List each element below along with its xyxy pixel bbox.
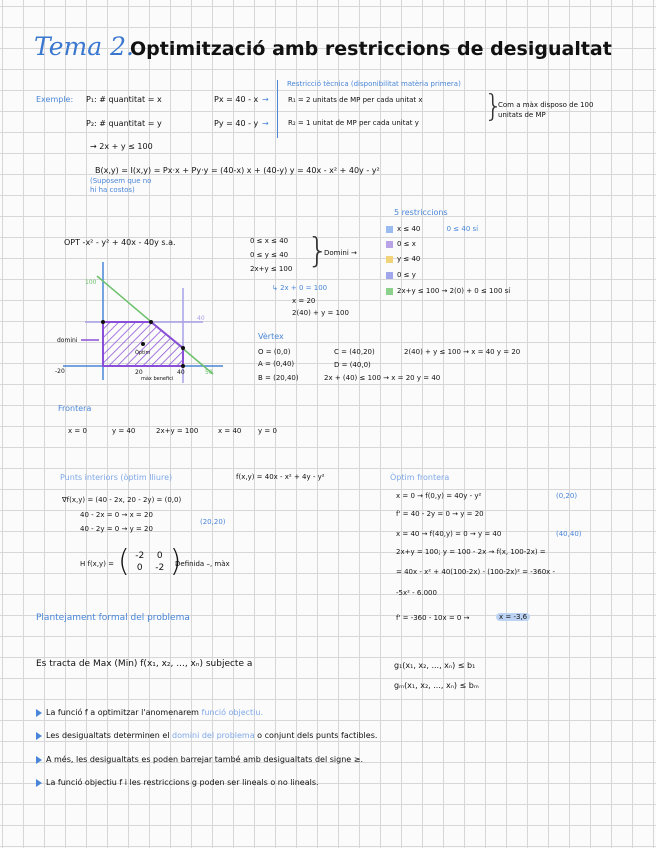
y-top-label: 100 xyxy=(85,279,97,286)
of-point-3: (40,40) xyxy=(556,530,582,538)
formal-title: Plantejament formal del problema xyxy=(36,613,190,623)
x40-label: 40 xyxy=(177,369,185,376)
divider-line xyxy=(277,80,278,138)
restriction-color xyxy=(386,288,393,295)
bullet-1: La funció f a optimitzar l'anomenarem funció objectiu. xyxy=(36,708,263,717)
benefit-formula: B(x,y) = I(x,y) = Px·x + Py·y = (40-x) x + (40-y) y = 40x - x² + 40y - y² xyxy=(95,166,380,175)
r1-text: R₁ = 2 unitats de MP per cada unitat x xyxy=(288,96,423,104)
y40-label: 40 xyxy=(197,315,205,322)
frontera-title: Frontera xyxy=(58,404,92,413)
vertex-c xyxy=(181,346,185,350)
optim-frontera-title: Òptim frontera xyxy=(390,473,450,482)
eq-2: 40 - 2y = 0 → y = 20 xyxy=(80,525,153,533)
restriction-title: Restricció tècnica (disponibilitat matèria primera) xyxy=(287,80,461,88)
restriction-item: y ≤ 40 xyxy=(386,255,420,263)
restriction-color xyxy=(386,226,393,233)
vertex-c-calc: 2(40) + y ≤ 100 → x = 40 y = 20 xyxy=(404,348,521,356)
of-line-2: f' = 40 - 2y = 0 → y = 20 xyxy=(396,510,484,518)
x-left-label: -20 xyxy=(55,368,65,375)
vertex-b xyxy=(149,320,153,324)
bullet-3: A més, les desigualtats es poden barrejar també amb desigualtats del signe ≥. xyxy=(36,755,363,764)
restrictions-title: 5 restriccions xyxy=(394,208,448,217)
inequality-text: → 2x + y ≤ 100 xyxy=(90,142,153,151)
calc-2: x = 20 xyxy=(292,297,316,305)
page-title: Optimització amb restriccions de desigualtat xyxy=(130,38,612,60)
frontera-value: x = 40 xyxy=(218,427,242,435)
bullet-2: Les desigualtats determinen el domini del problema o conjunt dels punts factibles. xyxy=(36,731,377,740)
p2-text: P₂: # quantitat = y xyxy=(86,119,162,128)
matrix-cell: 0 xyxy=(136,562,143,573)
calc-3: 2(40) + y = 100 xyxy=(292,309,349,317)
restriction-color xyxy=(386,256,393,263)
hessian-label: H f(x,y) = xyxy=(80,560,115,568)
domini-label: Domini → xyxy=(324,249,357,257)
interior-point: (20,20) xyxy=(200,518,226,526)
bullet-4: La funció objectiu f i les restriccions g poden ser lineals o no lineals. xyxy=(36,778,319,787)
of-line-3: x = 40 → f(40,y) = 0 → y = 40 xyxy=(396,530,502,538)
x50-label: 50 xyxy=(205,369,213,376)
vertex-d xyxy=(181,364,185,368)
restriction-color xyxy=(386,272,393,279)
optim-label: Òptim xyxy=(135,350,151,356)
dispose-text: Com a màx disposo de 100 unitats de MP xyxy=(498,101,594,119)
constraint-g1: g₁(x₁, x₂, ..., xₙ) ≤ b₁ xyxy=(394,661,476,670)
vertex-b-text: B = (20,40) xyxy=(258,374,299,382)
restriction-item: 0 ≤ x xyxy=(386,240,416,248)
constraint-1: 0 ≤ x ≤ 40 xyxy=(250,237,289,245)
brace: } xyxy=(307,231,329,271)
interior-func: f(x,y) = 40x - x² + 4y - y² xyxy=(236,473,325,481)
of-line-4: 2x+y = 100; y = 100 - 2x → f(x, 100-2x) = xyxy=(396,548,546,556)
bullet-icon xyxy=(36,709,42,717)
matrix-cell: -2 xyxy=(155,562,165,573)
matrix-cell: -2 xyxy=(135,550,145,561)
eq-1: 40 - 2x = 0 → x = 20 xyxy=(80,511,153,519)
paren-left: ( xyxy=(118,544,130,579)
of-line-7: f' = -360 - 10x = 0 → xyxy=(396,614,470,622)
formal-statement: Es tracta de Max (Min) f(x₁, x₂, ..., xₙ) subjecte a xyxy=(36,659,253,669)
vertex-o: O = (0,0) xyxy=(258,348,291,356)
restriction-color xyxy=(386,241,393,248)
vertex-a xyxy=(101,320,105,324)
frontera-value: x = 0 xyxy=(68,427,87,435)
example-label: Exemple: xyxy=(36,95,74,104)
bullet-icon xyxy=(36,756,42,764)
vertex-d-text: D = (40,0) xyxy=(334,361,371,369)
matrix-cell: 0 xyxy=(156,550,163,561)
of-result: x = -3,6 xyxy=(496,613,530,621)
restriction-item: x ≤ 40 0 ≤ 40 sí xyxy=(386,225,478,233)
p1-text: P₁: # quantitat = x xyxy=(86,95,162,104)
bullet-icon xyxy=(36,732,42,740)
domini-graph-label: domini xyxy=(57,337,78,344)
bullet-icon xyxy=(36,779,42,787)
brace: } xyxy=(484,89,504,124)
interior-title: Punts interiors (òptim lliure) xyxy=(60,473,173,482)
hessian-def: Definida –, màx xyxy=(175,560,230,568)
gradient: ∇f(x,y) = (40 - 2x, 20 - 2y) = (0,0) xyxy=(62,496,182,504)
of-line-1: x = 0 → f(0,y) = 40y - y² xyxy=(396,492,482,500)
r2-text: R₂ = 1 unitat de MP per cada unitat y xyxy=(288,119,419,127)
vertex-title: Vèrtex xyxy=(258,332,284,341)
constraint-3: 2x+y ≤ 100 xyxy=(250,265,293,273)
restriction-item: 2x+y ≤ 100 → 2(0) + 0 ≤ 100 sí xyxy=(386,287,510,295)
of-line-6: -5x² - 6.000 xyxy=(396,589,437,597)
of-point-1: (0,20) xyxy=(556,492,578,500)
max-benefit-label: màx benefici xyxy=(141,376,174,382)
py-text: Py = 40 - y xyxy=(214,119,259,128)
constraint-2: 0 ≤ y ≤ 40 xyxy=(250,251,289,259)
restriction-item: 0 ≤ y xyxy=(386,271,416,279)
frontera-value: y = 40 xyxy=(112,427,136,435)
domain-graph xyxy=(55,258,230,388)
hessian-matrix xyxy=(118,544,181,579)
frontera-value: y = 0 xyxy=(258,427,277,435)
frontera-value: 2x+y = 100 xyxy=(156,427,199,435)
vertex-c-text: C = (40,20) xyxy=(334,348,375,356)
x20-label: 20 xyxy=(135,369,143,376)
benefit-note: (Suposem que no hi ha costos) xyxy=(90,177,152,194)
constraint-gm: gₘ(x₁, x₂, ..., xₙ) ≤ bₘ xyxy=(394,681,479,690)
vertex-a-text: A = (0,40) xyxy=(258,360,295,368)
of-line-5: = 40x - x² + 40(100-2x) - (100-2x)² = -360x - xyxy=(396,568,556,576)
arrow-icon: → xyxy=(262,119,269,128)
px-text: Px = 40 - x xyxy=(214,95,259,104)
title-number: Tema 2. xyxy=(34,32,134,61)
optimum-point xyxy=(141,342,145,346)
opt-text: OPT -x² - y² + 40x - 40y s.a. xyxy=(64,238,176,247)
vertex-b-calc: 2x + (40) ≤ 100 → x = 20 y = 40 xyxy=(324,374,441,382)
paren-right: ) xyxy=(169,544,182,579)
calc-1: ↳ 2x + 0 = 100 xyxy=(272,284,328,292)
arrow-icon: → xyxy=(262,95,269,104)
